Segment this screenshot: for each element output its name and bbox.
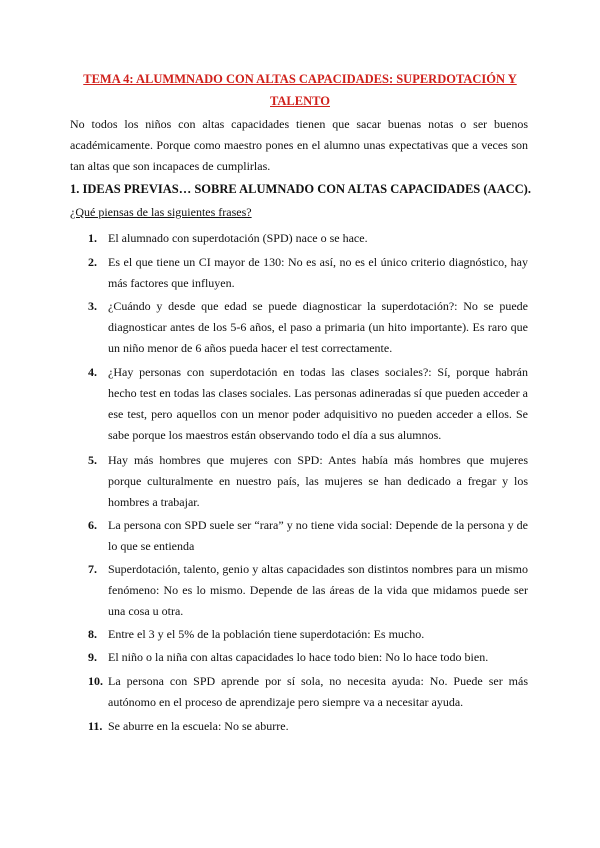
list-item-text: El alumnado con superdotación (SPD) nace o se hace. <box>108 231 368 245</box>
intro-paragraph: No todos los niños con altas capacidades tienen que sacar buenas notas o ser buenos académicamente. Porque como maestro pones en el alumno unas expectativas que a veces son tan altas que son incapaces de cumplirlas. <box>70 117 528 173</box>
list-item-number: 3. <box>88 299 97 313</box>
list-item-number: 2. <box>88 255 97 269</box>
list-item <box>88 559 528 622</box>
list-item-number: 8. <box>88 627 97 641</box>
list-item-number: 9. <box>88 650 97 664</box>
document-title: TEMA 4: ALUMMNADO CON ALTAS CAPACIDADES: SUPERDOTACIÓN Y TALENTO <box>83 72 517 108</box>
list-item-text: Se aburre en la escuela: No se aburre. <box>108 719 289 733</box>
list-item-number: 10. <box>88 674 103 688</box>
list-item <box>88 716 528 737</box>
list-item-text: El niño o la niña con altas capacidades lo hace todo bien: No lo hace todo bien. <box>108 650 489 664</box>
list-item-text: La persona con SPD suele ser “rara” y no tiene vida social: Depende de la persona y de lo que se entienda <box>108 518 528 553</box>
list-item <box>88 624 528 645</box>
list-item <box>88 647 528 668</box>
list-item-text: Superdotación, talento, genio y altas capacidades son distintos nombres para un mismo fenómeno: No es lo mismo. Depende de las áreas de la vida que midamos puede ser una cosa u otra. <box>108 562 528 618</box>
list-item <box>88 362 528 446</box>
list-item-number: 5. <box>88 453 97 467</box>
list-item-text: La persona con SPD aprende por sí sola, no necesita ayuda: No. Puede ser más autónomo en el proceso de aprendizaje pero siempre va a necesitar ayuda. <box>108 674 528 709</box>
section-heading: 1. IDEAS PREVIAS… SOBRE ALUMNADO CON ALTAS CAPACIDADES (AACC). <box>70 182 531 196</box>
list-item-number: 7. <box>88 562 97 576</box>
list-item-text: ¿Cuándo y desde que edad se puede diagnosticar la superdotación?: No se puede diagnosticar antes de los 5-6 años, el paso a primaria (un hito importante). Es raro que un niño menor de 6 años pueda hacer el test correctamente. <box>108 299 528 355</box>
question-prompt: ¿Qué piensas de las siguientes frases? <box>70 205 252 219</box>
list-item-number: 6. <box>88 518 97 532</box>
list-item-text: Es el que tiene un CI mayor de 130: No es así, no es el único criterio diagnóstico, hay más factores que influyen. <box>108 255 528 290</box>
list-item <box>88 252 528 294</box>
list-item-number: 1. <box>88 231 97 245</box>
list-item <box>88 450 528 513</box>
list-item-text: Hay más hombres que mujeres con SPD: Antes había más hombres que mujeres porque culturalmente en nuestro país, las mujeres se han dedicado a fregar y los hombres a trabajar. <box>108 453 528 509</box>
list-item-number: 11. <box>88 719 103 733</box>
list-item <box>88 296 528 359</box>
list-item-text: Entre el 3 y el 5% de la población tiene superdotación: Es mucho. <box>108 627 425 641</box>
list-item <box>88 228 528 249</box>
list-item <box>88 515 528 557</box>
list-item <box>88 671 528 713</box>
list-item-number: 4. <box>88 365 97 379</box>
list-item-text: ¿Hay personas con superdotación en todas las clases sociales?: Sí, porque habrán hecho test en todas las clases sociales. Las personas adineradas sí que pueden acceder a ese test, pero aquellos con un menor poder adquisitivo no pueden acceder a ellos. Se sabe porque los maestros están observando todo el día a sus alumnos. <box>108 365 528 442</box>
